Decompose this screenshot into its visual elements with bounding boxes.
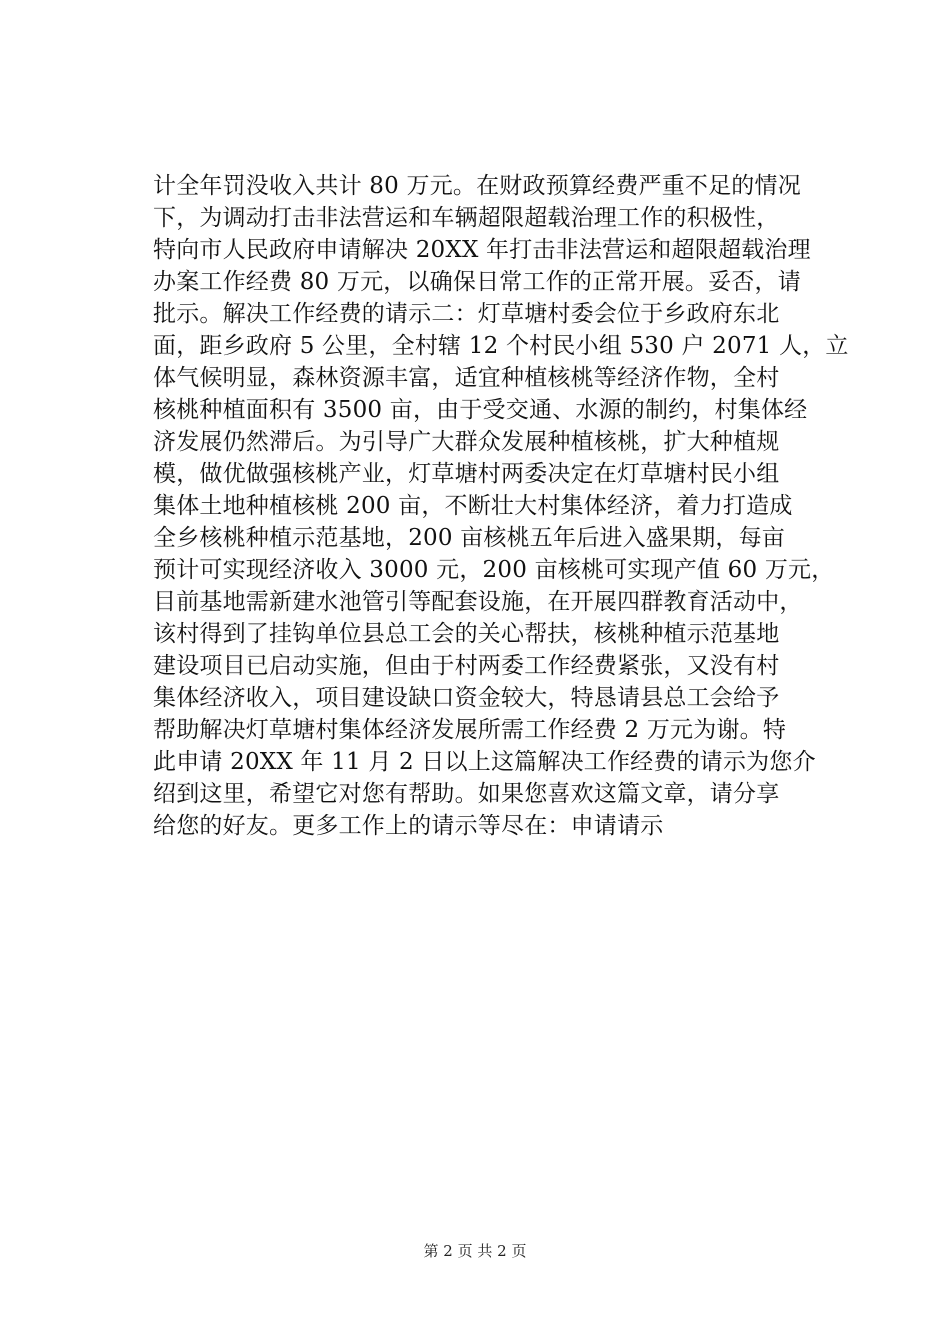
body-line: 全乡核桃种植示范基地，200 亩核桃五年后进入盛果期，每亩 [153,525,786,551]
body-line: 集体经济收入，项目建设缺口资金较大，特恳请县总工会给予 [153,685,780,711]
body-line: 批示。解决工作经费的请示二：灯草塘村委会位于乡政府东北 [153,301,780,327]
body-line: 下，为调动打击非法营运和车辆超限超载治理工作的积极性， [153,205,780,231]
body-line: 特向市人民政府申请解决 20XX 年打击非法营运和超限超载治理 [153,237,811,263]
body-line: 帮助解决灯草塘村集体经济发展所需工作经费 2 万元为谢。特 [153,717,787,743]
body-line: 预计可实现经济收入 3000 元，200 亩核桃可实现产值 60 万元， [153,557,835,583]
body-line: 面，距乡政府 5 公里，全村辖 12 个村民小组 530 户 2071 人，立 [153,333,849,359]
body-line: 绍到这里，希望它对您有帮助。如果您喜欢这篇文章，请分享 [153,781,780,807]
body-line: 建设项目已启动实施，但由于村两委工作经费紧张，又没有村 [153,653,780,679]
body-line: 模，做优做强核桃产业，灯草塘村两委决定在灯草塘村民小组 [153,461,780,487]
body-text [153,170,849,842]
body-line: 给您的好友。更多工作上的请示等尽在：申请请示 [153,813,664,839]
body-line: 目前基地需新建水池管引等配套设施，在开展四群教育活动中， [153,589,803,615]
body-line: 集体土地种植核桃 200 亩，不断壮大村集体经济，着力打造成 [153,493,793,519]
body-line: 计全年罚没收入共计 80 万元。在财政预算经费严重不足的情况 [153,173,801,199]
body-line: 济发展仍然滞后。为引导广大群众发展种植核桃，扩大种植规 [153,429,780,455]
body-line: 此申请 20XX 年 11 月 2 日以上这篇解决工作经费的请示为您介 [153,749,816,775]
page-footer [0,1241,950,1261]
body-line: 办案工作经费 80 万元，以确保日常工作的正常开展。妥否，请 [153,269,801,295]
body-line: 核桃种植面积有 3500 亩，由于受交通、水源的制约，村集体经 [153,397,808,423]
page-number-label: 第 2 页 共 2 页 [423,1242,527,1260]
body-line: 体气候明显，森林资源丰富，适宜种植核桃等经济作物，全村 [153,365,780,391]
body-line: 该村得到了挂钩单位县总工会的关心帮扶，核桃种植示范基地 [153,621,780,647]
